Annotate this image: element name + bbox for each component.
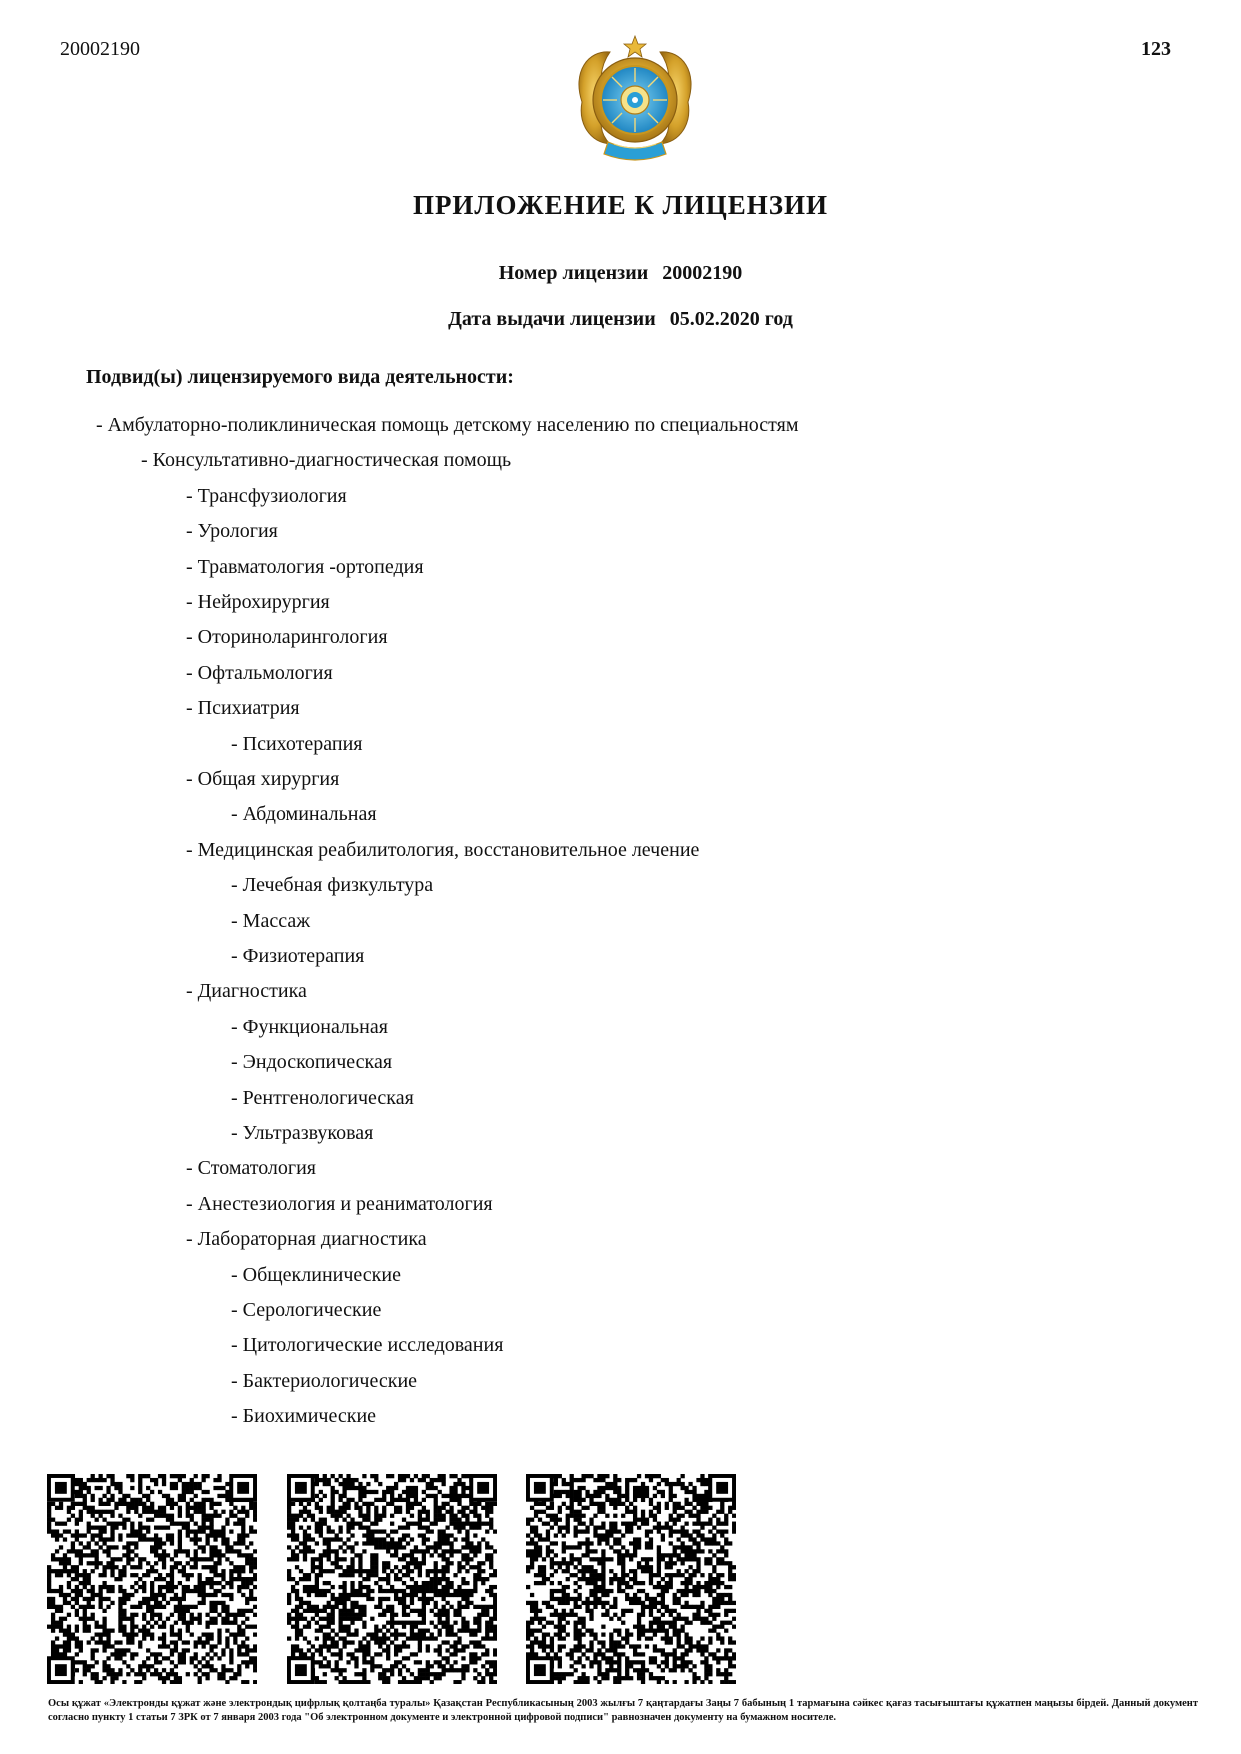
license-date-label: Дата выдачи лицензии — [448, 308, 656, 330]
list-item: - Общая хирургия — [186, 768, 340, 790]
list-item: - Ультразвуковая — [231, 1122, 374, 1144]
list-item: - Медицинская реабилитология, восстановительное лечение — [186, 838, 700, 861]
license-number-top: 20002190 — [60, 38, 140, 60]
qr-code-icon — [47, 1474, 257, 1684]
list-item: - Урология — [186, 520, 278, 543]
list-item: - Биохимические — [231, 1405, 377, 1428]
list-item: - Бактериологические — [231, 1369, 418, 1392]
qr-code-icon — [526, 1474, 736, 1684]
document-title: ПРИЛОЖЕНИЕ К ЛИЦЕНЗИИ — [412, 190, 829, 220]
state-emblem-icon — [570, 32, 700, 168]
qr-code-icon — [287, 1474, 497, 1684]
list-item: - Психотерапия — [231, 732, 363, 755]
license-number-value: 20002190 — [662, 262, 743, 284]
list-item: - Массаж — [231, 909, 311, 932]
list-item: - Лечебная физкультура — [231, 874, 434, 897]
list-item: - Рентгенологическая — [231, 1086, 414, 1109]
list-item: - Функциональная — [231, 1015, 388, 1038]
list-item: - Диагностика — [186, 980, 307, 1003]
list-item: - Серологические — [231, 1299, 382, 1321]
list-item: - Нейрохирургия — [186, 591, 330, 613]
list-item: - Абдоминальная — [231, 803, 377, 826]
list-item: - Стоматология — [186, 1157, 317, 1180]
page-number: 123 — [1141, 38, 1171, 60]
license-number-label: Номер лицензии — [498, 262, 649, 284]
license-date-line — [0, 308, 1241, 331]
list-item: - Амбулаторно-поликлиническая помощь детскому населению по специальностям — [96, 414, 799, 436]
list-item: - Офтальмология — [186, 661, 333, 684]
list-item: - Эндоскопическая — [231, 1051, 393, 1074]
list-item: - Трансфузиология — [186, 484, 347, 507]
list-item: - Цитологические исследования — [231, 1334, 504, 1357]
license-date-value: 05.02.2020 год — [669, 308, 793, 330]
list-item: - Физиотерапия — [231, 945, 365, 967]
list-item: - Оториноларингология — [186, 626, 388, 649]
list-item: - Травматология -ортопедия — [186, 555, 424, 578]
list-item: - Анестезиология и реаниматология — [186, 1192, 493, 1215]
legal-footer: Осы құжат «Электронды құжат және электрондық цифрлық қолтаңба туралы» Қазақстан Республикасының 2003 жылғы 7 қаңтардағы Заңы 7 бабының 1 тармағына сәйкес қағаз тасығыштағы құжатпен маңызы бірдей. Данный документ согласно пункту 1 статьи 7 ЗРК от 7 января 2003 года "Об электронном документе и электронной цифровой подписи" равнозначен документу на бумажном носителе. — [48, 1698, 1198, 1723]
list-item: - Консультативно-диагностическая помощь — [141, 449, 512, 472]
list-item: - Психиатрия — [186, 697, 300, 720]
section-heading: Подвид(ы) лицензируемого вида деятельности: — [86, 366, 514, 388]
list-item: - Общеклинические — [231, 1263, 401, 1286]
list-item: - Лабораторная диагностика — [186, 1228, 427, 1251]
license-number-line — [0, 262, 1241, 285]
